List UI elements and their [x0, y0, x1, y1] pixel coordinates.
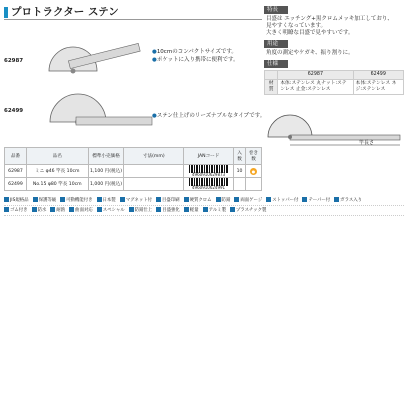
row-qty [234, 178, 246, 191]
legend-item: ストッパー付 [266, 196, 298, 205]
legend-square-icon [4, 207, 9, 212]
row-dimensions [124, 178, 184, 191]
product-table [4, 147, 262, 191]
product-code: 62499 [4, 108, 24, 114]
row-qty: 10 [234, 165, 246, 178]
legend-item: スペシャル [97, 206, 125, 215]
row-rolls [246, 165, 262, 178]
legend-item: JIS規格品 [4, 196, 29, 205]
col-rolls: 巻き数 [246, 148, 262, 165]
page-title [4, 6, 262, 20]
legend-item: ゴム付き [4, 206, 28, 215]
legend-square-icon [33, 197, 38, 202]
legend-item: 防錆 [216, 196, 231, 205]
legend-square-icon [156, 207, 161, 212]
col-dimensions: 寸法(mm) [124, 148, 184, 165]
legend-square-icon [97, 207, 102, 212]
spec-label: 材 質 [265, 80, 278, 95]
legend-square-icon [4, 197, 9, 202]
legend-item: 軽量 [184, 206, 199, 215]
legend-square-icon [50, 207, 55, 212]
spec-blank [265, 71, 278, 80]
product-62499 [4, 86, 266, 130]
row-jan: 4960910624991 [184, 178, 234, 191]
spec-code: 62499 [353, 71, 403, 80]
col-jan: JANコード [184, 148, 234, 165]
row-rolls [246, 178, 262, 191]
dimension-label: 竿長さ [358, 140, 374, 146]
legend-item: 曲面対応 [69, 206, 93, 215]
col-code: 品番 [5, 148, 27, 165]
legend-square-icon [266, 197, 271, 202]
legend-square-icon [230, 207, 235, 212]
spec-table [264, 70, 404, 95]
use-heading: 用途 [264, 40, 288, 48]
table-row [5, 178, 262, 191]
legend-item: 防錆仕上 [129, 206, 153, 215]
legend-square-icon [97, 197, 102, 202]
row-code: 62499 [5, 178, 27, 191]
product-62987 [4, 38, 260, 78]
legend-item: マグネット付 [120, 196, 152, 205]
side-panel [264, 6, 404, 149]
feature-text: 目盛は エッチング+黒クロムメッキ加工しており、 見やすくなっています。 大きく明瞭な目盛で見やすいです。 [266, 16, 393, 36]
feature-1: ●10cmのコンパクトサイズです。 [152, 49, 237, 55]
legend-item: 硬質クロム [184, 196, 212, 205]
legend-item: テーパー付 [302, 196, 330, 205]
feature-heading: 特長 [264, 6, 288, 14]
legend-item: 耐熱 [50, 206, 65, 215]
legend-square-icon [69, 207, 74, 212]
legend-item: プラスチック製 [230, 206, 266, 215]
legend-item: 目盛強化 [156, 206, 180, 215]
legend-square-icon [302, 197, 307, 202]
product-code: 62987 [4, 58, 24, 64]
legend-square-icon [32, 207, 37, 212]
legend-square-icon [156, 197, 161, 202]
col-qty: 入数 [234, 148, 246, 165]
table-header-row [5, 148, 262, 165]
legend-square-icon [60, 197, 65, 202]
feature-1: ●ステン仕上げのリーズナブルなタイプです。 [152, 113, 266, 119]
col-name: 品名 [26, 148, 88, 165]
col-price: 標準小売価格 [88, 148, 124, 165]
dimension-diagram [264, 99, 404, 149]
badge-icon: ● [251, 168, 256, 174]
legend-square-icon [184, 197, 189, 202]
row-dimensions [124, 165, 184, 178]
row-price: 1,000 円(税込) [88, 178, 124, 191]
row-jan: 4960910629873 [184, 165, 234, 178]
feature-2: ●ポケットに入り携帯に便利です。 [152, 57, 239, 63]
legend-item: 可動機能付き [60, 196, 92, 205]
legend-item: 目盛印刷 [156, 196, 180, 205]
row-code: 62987 [5, 165, 27, 178]
spec-value: 本体:ステンレス 丸ナット:ステンレス 止金:ステンレス [278, 80, 353, 95]
row-price: 1,100 円(税込) [88, 165, 124, 178]
legend-item: アルミ製 [203, 206, 226, 215]
legend-square-icon [334, 197, 339, 202]
legend-square-icon [203, 207, 208, 212]
legend-square-icon [234, 197, 239, 202]
legend-square-icon [129, 207, 134, 212]
legend-row-1 [4, 196, 404, 206]
legend-item: 日本製 [97, 196, 116, 205]
use-text: 角度の測定やケガキ、振り割りに。 [266, 50, 354, 56]
spec-value: 本体:ステンレス ネジ:ステンレス [353, 80, 403, 95]
row-name: No.15 φ80 竿長 10cm [26, 178, 88, 191]
spec-heading: 仕様 [264, 60, 288, 68]
legend-item: 防水 [32, 206, 47, 215]
table-row [5, 165, 262, 178]
legend-item: ガラス入り [334, 196, 362, 205]
legend-item: 保護等級 [33, 196, 57, 205]
protractor-mini-image [44, 38, 144, 74]
legend-square-icon [120, 197, 125, 202]
legend-row-2 [4, 206, 404, 216]
legend-square-icon [216, 197, 221, 202]
legend-square-icon [184, 207, 189, 212]
legend-item: 両面ゲージ [234, 196, 262, 205]
row-name: ミニ φ46 竿長 10cm [26, 165, 88, 178]
title-text: プロトラクター ステン [11, 6, 119, 18]
icon-legend [4, 196, 404, 216]
spec-code: 62987 [278, 71, 353, 80]
protractor-no15-image [44, 86, 154, 128]
title-accent [4, 7, 8, 18]
